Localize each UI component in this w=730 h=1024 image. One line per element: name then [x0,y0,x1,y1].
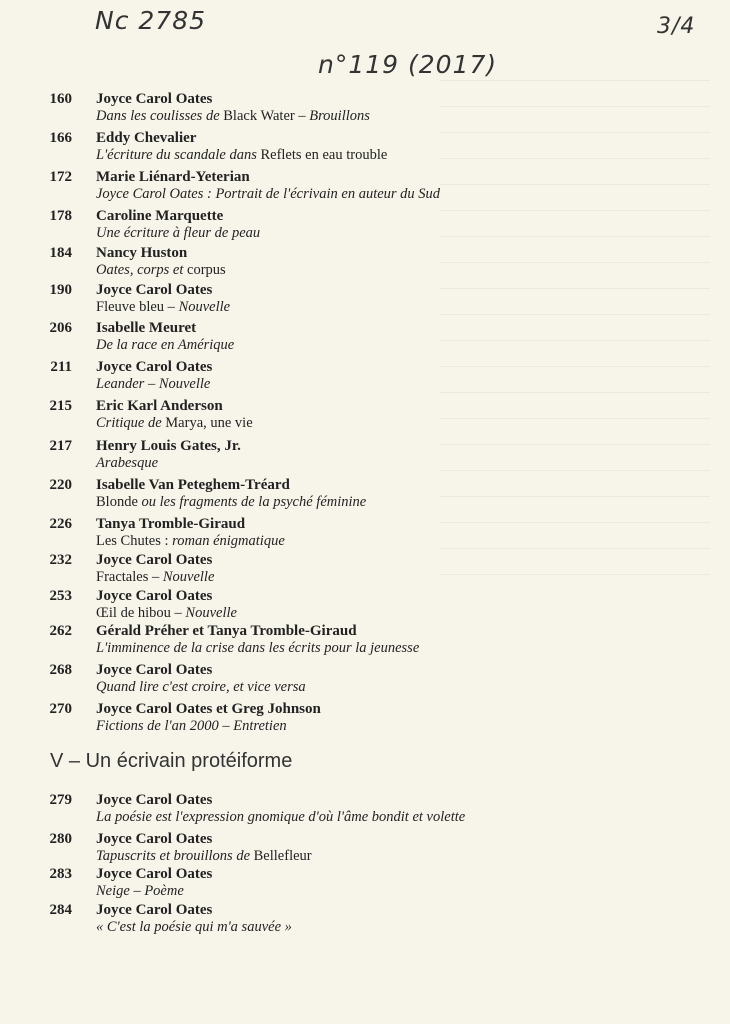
handwritten-page-count: 3/4 [657,14,696,39]
entry-title-segment: Dans les coulisses de [96,108,220,124]
entry-title [96,532,285,550]
page-number: 160 [49,91,72,107]
entry-title-segment: Marya, une vie [161,415,253,431]
page-number: 283 [49,866,72,882]
page-number: 166 [49,130,72,146]
page-number: 206 [49,320,72,336]
entry-title-segment: L'imminence de la crise dans les écrits pour la jeunesse [96,640,420,656]
entry-title [96,639,419,657]
entry-author: Joyce Carol Oates [96,359,213,375]
entry-title-segment: Neige – Poème [96,883,184,899]
entry-author: Joyce Carol Oates [96,282,213,298]
entry-title-segment: Nouvelle [185,605,237,621]
entry-author: Joyce Carol Oates [96,792,213,808]
entry-author: Isabelle Meuret [96,320,197,336]
entry-title-segment: Fleuve bleu – [96,299,179,315]
entry-title-segment: Leander – Nouvelle [96,376,211,392]
entry-author: Joyce Carol Oates et Greg Johnson [96,701,321,717]
entry-title [96,298,230,316]
entry-author: Joyce Carol Oates [96,866,213,882]
entry-author: Joyce Carol Oates [96,662,213,678]
entry-author: Caroline Marquette [96,208,224,224]
entry-title-segment: Black Water – [219,108,310,124]
page-number: 172 [49,169,72,185]
entry-title [96,414,253,432]
page-number: 270 [49,701,72,717]
entry-title-segment: « C'est la poésie qui m'a sauvée » [96,919,292,935]
entry-title [96,224,260,242]
entry-author: Nancy Huston [96,245,188,261]
entry-title-segment: Œil de hibou – [96,605,186,621]
page-number: 268 [49,662,72,678]
entry-title-segment: Quand lire c'est croire, et vice versa [96,679,306,695]
entry-title-segment: Reflets en eau trouble [256,147,388,163]
entry-title-segment: Critique de [96,415,162,431]
entry-title [96,185,440,203]
entry-author: Joyce Carol Oates [96,552,213,568]
entry-title-segment: Nouvelle [178,299,231,315]
entry-author: Marie Liénard-Yeterian [96,169,250,185]
entry-author: Joyce Carol Oates [96,831,213,847]
page-number: 178 [49,208,72,224]
bleed-through-texture [440,80,710,600]
entry-title-segment: Oates, corps et [96,262,184,278]
entry-title-segment: L'écriture du scandale dans [96,147,257,163]
handwritten-issue-number: n°119 (2017) [318,50,498,79]
entry-author: Gérald Préher et Tanya Tromble-Giraud [96,623,357,639]
entry-title-segment: Nouvelle [162,569,215,585]
entry-title-segment: Les Chutes : [96,533,173,549]
entry-title [96,261,226,279]
entry-title [96,493,366,511]
entry-author: Eddy Chevalier [96,130,197,146]
entry-author: Joyce Carol Oates [96,588,213,604]
page-number: 284 [49,902,72,918]
entry-title-segment: Arabesque [96,455,159,471]
entry-author: Joyce Carol Oates [96,902,213,918]
page-number: 220 [49,477,72,493]
entry-title-segment: Fractales – [96,569,163,585]
entry-title [96,336,234,354]
entry-title [96,678,306,696]
entry-title [96,847,312,865]
entry-title-segment: Joyce Carol Oates : Portrait de l'écrivain en auteur du Sud [96,186,441,202]
entry-title [96,717,287,735]
page-number: 262 [49,623,72,639]
entry-title-segment: roman énigmatique [172,533,285,549]
page-number: 215 [49,398,72,414]
page-number: 190 [49,282,72,298]
entry-author: Joyce Carol Oates [96,91,213,107]
entry-author: Isabelle Van Peteghem-Tréard [96,477,290,493]
entry-title-segment: ou les fragments de la psyché féminine [141,494,367,510]
entry-title-segment: La poésie est l'expression gnomique d'où l'âme bondit et volette [96,809,466,825]
page-number: 184 [49,245,72,261]
entry-title-segment: Brouillons [309,108,370,124]
entry-title [96,568,214,586]
entry-title [96,882,184,900]
entry-title-segment: De la race en Amérique [96,337,235,353]
entry-title [96,808,465,826]
entry-title [96,604,237,622]
entry-author: Henry Louis Gates, Jr. [96,438,241,454]
entry-title-segment: corpus [183,262,226,278]
entry-title [96,107,370,125]
section-heading: V – Un écrivain protéiforme [50,750,293,772]
entry-title [96,146,387,164]
entry-title-segment: Fictions de l'an 2000 – Entretien [96,718,287,734]
page-number: 253 [49,588,72,604]
handwritten-call-number: Nc 2785 [95,6,207,35]
page-number: 279 [49,792,72,808]
entry-author: Eric Karl Anderson [96,398,223,414]
page-number: 217 [49,438,72,454]
entry-title-segment: Une écriture à fleur de peau [96,225,261,241]
page-number: 211 [50,359,72,375]
entry-title-segment: Tapuscrits et brouillons de [96,848,251,864]
entry-title [96,375,210,393]
entry-title-segment: Blonde [96,494,142,510]
entry-title-segment: Bellefleur [250,848,312,864]
page-number: 226 [49,516,72,532]
entry-title [96,454,158,472]
page-number: 280 [49,831,72,847]
entry-author: Tanya Tromble-Giraud [96,516,246,532]
page-number: 232 [49,552,72,568]
entry-title [96,918,292,936]
